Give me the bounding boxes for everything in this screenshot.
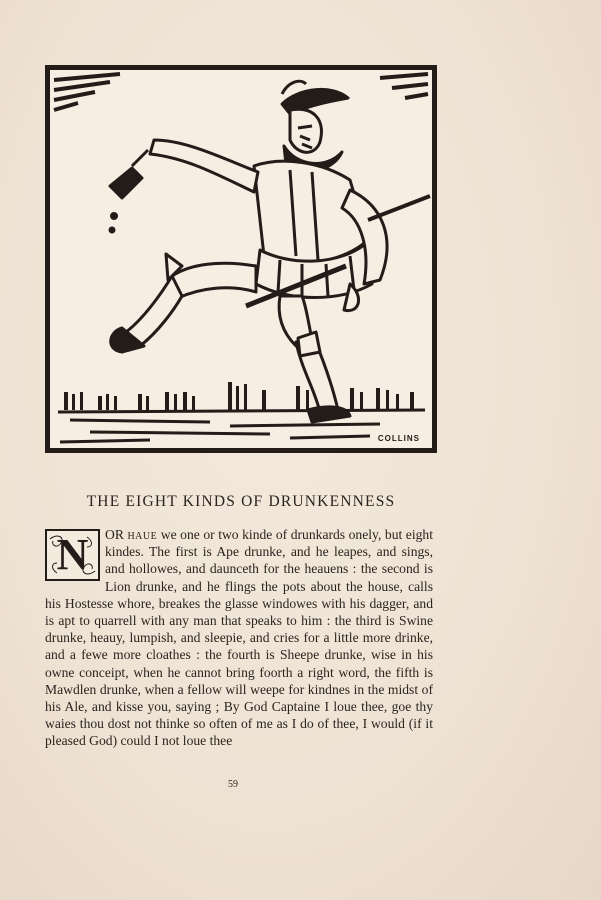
first-word-rest: OR <box>105 527 124 542</box>
figure <box>110 81 430 422</box>
page-number: 59 <box>228 779 238 790</box>
woodcut-illustration <box>45 65 437 453</box>
paragraph-text: we one or two kinde of drunkards onely, but eight kindes. The first is Ape drunke, and he leapes, and sings, and hollowes, and daunceth for the heauens : the second is Lion drunke, and he flings the pots about the house, calls his Hostesse whore, breakes the glasse windowes with his dagger, and is apt to quarrell with any man that speaks to him : the third is Swine drunke, heauy, lumpish, and sleepie, and cries for a little more drinke, and a fewe more cloathes : the fourth is Sheepe drunke, wise in his owne conceipt, when he cannot bring foorth a right word, the fifth is Mawdlen drunke, when a fellow will weepe for kindnes in the midst of his Ale, and kisse you, saying ; By God Captaine I loue thee, goe thy waies thou dost not thinke so often of me as I do of thee, I would (if it pleased God) could I not loue thee <box>45 527 433 749</box>
dancing-drunkard-icon <box>50 70 432 448</box>
small-caps-word: haue <box>127 527 158 542</box>
corner-hatching <box>54 74 428 110</box>
body-text <box>45 526 433 750</box>
fence <box>64 382 414 410</box>
chapter-title: THE EIGHT KINDS OF DRUNKENNESS <box>86 493 396 510</box>
artist-signature: COLLINS <box>377 434 420 443</box>
ground <box>58 410 425 442</box>
dropcap <box>45 529 100 581</box>
dropcap-letter: N <box>56 530 89 579</box>
